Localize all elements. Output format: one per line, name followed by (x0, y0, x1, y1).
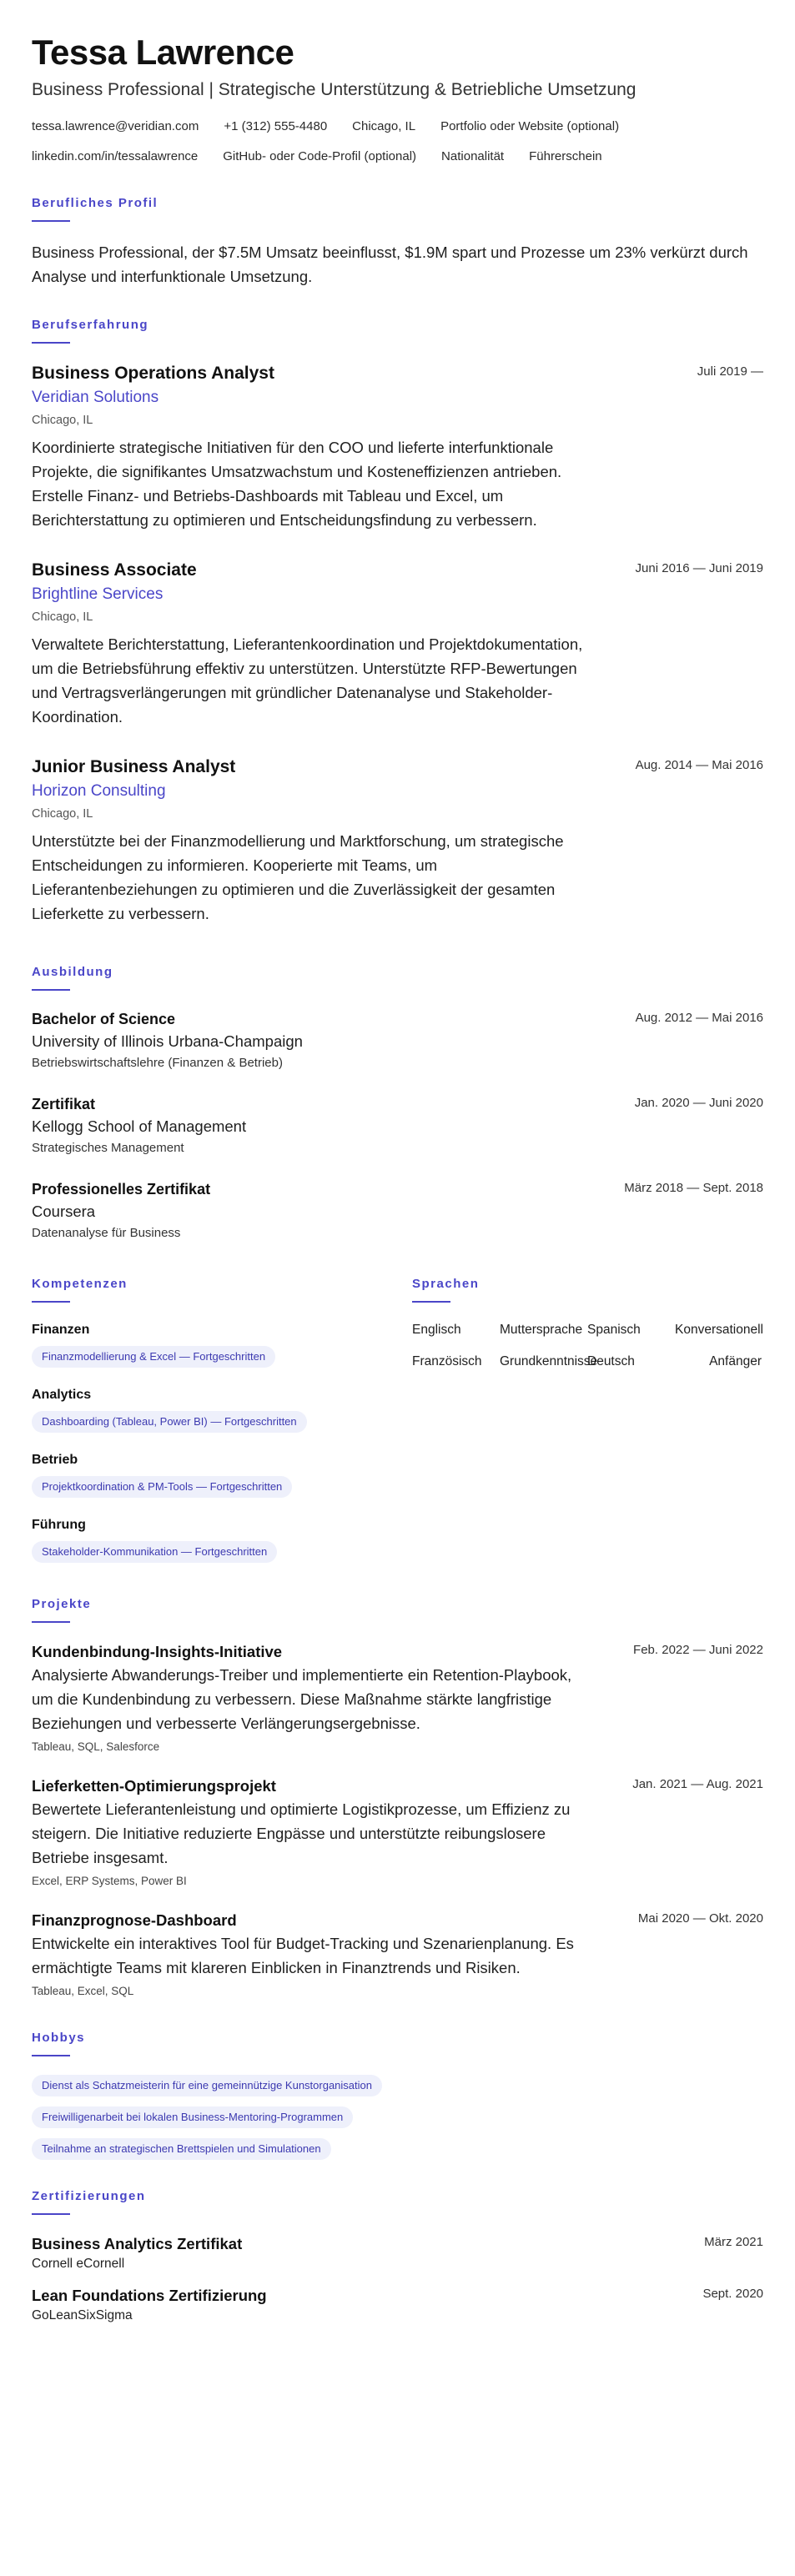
edu-degree: Professionelles Zertifikat (32, 1181, 211, 1198)
skills-languages-row (32, 1276, 763, 1563)
hobbies-section (32, 2030, 763, 2160)
contact-phone[interactable]: +1 (312) 555-4480 (224, 119, 328, 133)
edu-date: März 2018 — Sept. 2018 (624, 1181, 763, 1195)
job-company: Veridian Solutions (32, 389, 159, 406)
contact-nationality: Nationalität (441, 149, 505, 163)
hobby-pill: Freiwilligenarbeit bei lokalen Business-Mentoring-Programmen (32, 2106, 353, 2128)
section-divider (32, 220, 70, 222)
cert-name: Business Analytics Zertifikat (32, 2235, 243, 2252)
project-description: Bewertete Lieferantenleistung und optimierte Logistikprozesse, um Effizienz zu steigern. Die Initiative reduzierte Engpässe und unterstützte reibungslosere Betriebe insgesamt. (32, 1800, 571, 1866)
education-entry (32, 1094, 763, 1157)
contact-github[interactable]: GitHub- oder Code-Profil (optional) (223, 149, 417, 163)
skill-group (32, 1386, 412, 1433)
contact-portfolio[interactable]: Portfolio oder Website (optional) (440, 119, 620, 133)
profile-heading: Berufliches Profil (32, 196, 158, 210)
cert-name: Lean Foundations Zertifizierung (32, 2287, 267, 2304)
experience-section (32, 317, 763, 926)
contact-email[interactable]: tessa.lawrence@veridian.com (32, 119, 199, 133)
project-title: Finanzprognose-Dashboard (32, 1911, 237, 1929)
job-location: Chicago, IL (32, 414, 93, 427)
project-date: Mai 2020 — Okt. 2020 (637, 1911, 763, 1926)
project-title: Lieferketten-Optimierungsprojekt (32, 1777, 276, 1795)
edu-date: Jan. 2020 — Juni 2020 (634, 1096, 763, 1110)
skill-pill: Stakeholder-Kommunikation — Fortgeschritten (32, 1541, 277, 1563)
project-description: Entwickelte ein interaktives Tool für Budget-Tracking und Szenarienplanung. Es ermächtigte Teams mit klareren Einblicken in Finanztrends und Risiken. (32, 1935, 574, 1976)
section-divider (32, 989, 70, 991)
experience-heading: Berufserfahrung (32, 318, 149, 332)
edu-degree: Bachelor of Science (32, 1011, 176, 1027)
language-level: Grundkenntnisse (500, 1354, 598, 1368)
edu-degree: Zertifikat (32, 1096, 96, 1112)
project-tech: Tableau, Excel, SQL (32, 1985, 134, 1997)
job-description: Verwaltete Berichterstattung, Lieferantenkoordination und Projektdokumentation, um die Betriebsführung effektiv zu unterstützen. Unterstützte RFP-Bewertungen und Vertragsverlängerungen mit gründlicher Datenanalyse und Stakeholder-Koordination. (32, 635, 583, 726)
skill-category: Betrieb (32, 1453, 78, 1467)
edu-school: University of Illinois Urbana-Champaign (32, 1032, 303, 1050)
contact-linkedin[interactable]: linkedin.com/in/tessalawrence (32, 149, 199, 163)
job-title: Business Associate (32, 560, 197, 580)
job-date: Juli 2019 — (697, 364, 763, 379)
section-divider (32, 1301, 70, 1303)
skill-group (32, 1516, 412, 1563)
certifications-heading: Zertifizierungen (32, 2189, 146, 2203)
skill-category: Finanzen (32, 1323, 90, 1337)
project-tech: Tableau, SQL, Salesforce (32, 1740, 160, 1753)
section-divider (32, 342, 70, 344)
candidate-subtitle: Business Professional | Strategische Unterstützung & Betriebliche Umsetzung (32, 80, 637, 99)
project-title: Kundenbindung-Insights-Initiative (32, 1643, 283, 1660)
candidate-name: Tessa Lawrence (32, 33, 294, 72)
job-description: Unterstützte bei der Finanzmodellierung und Marktforschung, um strategische Entscheidungen zu informieren. Kooperierte mit Teams, um Lieferantenbeziehungen zu optimieren und die Zuverlässigkeit der gesamten Lieferkette zu verbessern. (32, 832, 564, 922)
cert-issuer: Cornell eCornell (32, 2257, 125, 2271)
edu-school: Kellogg School of Management (32, 1117, 247, 1135)
contact-list (32, 118, 766, 178)
skills-section (32, 1276, 412, 1563)
cert-issuer: GoLeanSixSigma (32, 2308, 133, 2322)
job-description: Koordinierte strategische Initiativen für den COO und lieferte interfunktionale Projekte, die signifikantes Umsatzwachstum und Kosteneffizienzen antrieben. Erstelle Finanz- und Betriebs-Dashboards mit Tableau und Excel, um Berichterstattung zu optimieren und Entscheidungsfindung zu verbessern. (32, 439, 562, 529)
education-section (32, 964, 763, 1243)
project-date: Jan. 2021 — Aug. 2021 (632, 1777, 763, 1791)
language-row (412, 1321, 762, 1339)
section-divider (32, 1621, 70, 1623)
hobby-pill: Dienst als Schatzmeisterin für eine gemeinnützige Kunstorganisation (32, 2075, 382, 2096)
profile-text: Business Professional, der $7.5M Umsatz beeinflusst, $1.9M spart und Prozesse um 23% verkürzt durch Analyse und interfunktionale Umsetzung. (32, 244, 748, 285)
language-name: Spanisch (587, 1323, 641, 1337)
skill-pill: Finanzmodellierung & Excel — Fortgeschritten (32, 1346, 275, 1368)
resume-header (32, 32, 763, 178)
skills-heading: Kompetenzen (32, 1277, 128, 1291)
projects-heading: Projekte (32, 1597, 92, 1611)
language-name: Englisch (412, 1323, 461, 1337)
skill-pill: Projektkoordination & PM-Tools — Fortgeschritten (32, 1476, 292, 1498)
cert-date: März 2021 (704, 2235, 763, 2249)
language-row (412, 1353, 762, 1371)
language-name: Französisch (412, 1354, 482, 1368)
job-entry (32, 756, 763, 926)
edu-field: Betriebswirtschaftslehre (Finanzen & Betrieb) (32, 1056, 283, 1070)
skill-group (32, 1451, 412, 1498)
languages-section (412, 1276, 762, 1563)
language-level: Anfänger (709, 1354, 762, 1368)
project-entry (32, 1910, 763, 2000)
projects-section (32, 1596, 763, 2000)
section-divider (32, 2213, 70, 2215)
section-divider (412, 1301, 450, 1303)
language-level: Muttersprache (500, 1323, 583, 1337)
job-entry (32, 362, 763, 532)
education-entry (32, 1179, 763, 1243)
project-description: Analysierte Abwanderungs-Treiber und implementierte ein Retention-Playbook, um die Kundenbindung zu verbessern. Diese Maßnahme stärkte langfristige Beziehungen und verbesserte Verlängerungsergebnisse. (32, 1666, 572, 1732)
job-company: Brightline Services (32, 585, 164, 603)
job-date: Aug. 2014 — Mai 2016 (635, 758, 763, 772)
contact-location: Chicago, IL (352, 119, 416, 133)
job-location: Chicago, IL (32, 807, 93, 821)
language-level: Konversationell (675, 1323, 763, 1337)
skill-category: Führung (32, 1518, 86, 1532)
job-company: Horizon Consulting (32, 782, 166, 800)
job-title: Junior Business Analyst (32, 757, 236, 776)
job-title: Business Operations Analyst (32, 364, 274, 383)
edu-school: Coursera (32, 1203, 96, 1220)
certification-entry (32, 2285, 763, 2325)
certification-entry (32, 2233, 763, 2273)
edu-field: Strategisches Management (32, 1141, 184, 1155)
project-entry (32, 1641, 763, 1755)
edu-date: Aug. 2012 — Mai 2016 (635, 1011, 763, 1025)
hobby-pill: Teilnahme an strategischen Brettspielen und Simulationen (32, 2138, 331, 2160)
hobbies-heading: Hobbys (32, 2031, 86, 2045)
skill-category: Analytics (32, 1388, 92, 1402)
certifications-section (32, 2188, 763, 2325)
job-location: Chicago, IL (32, 610, 93, 624)
job-entry (32, 559, 763, 729)
section-divider (32, 2055, 70, 2056)
education-entry (32, 1009, 763, 1072)
project-entry (32, 1775, 763, 1890)
skill-pill: Dashboarding (Tableau, Power BI) — Fortgeschritten (32, 1411, 307, 1433)
language-name: Deutsch (587, 1354, 635, 1368)
education-heading: Ausbildung (32, 965, 113, 979)
job-date: Juni 2016 — Juni 2019 (635, 561, 763, 575)
skill-group (32, 1321, 412, 1368)
contact-license: Führerschein (529, 149, 602, 163)
profile-section (32, 195, 763, 289)
project-date: Feb. 2022 — Juni 2022 (633, 1643, 763, 1657)
languages-heading: Sprachen (412, 1277, 480, 1291)
edu-field: Datenanalyse für Business (32, 1226, 181, 1240)
project-tech: Excel, ERP Systems, Power BI (32, 1875, 187, 1887)
cert-date: Sept. 2020 (702, 2287, 763, 2301)
